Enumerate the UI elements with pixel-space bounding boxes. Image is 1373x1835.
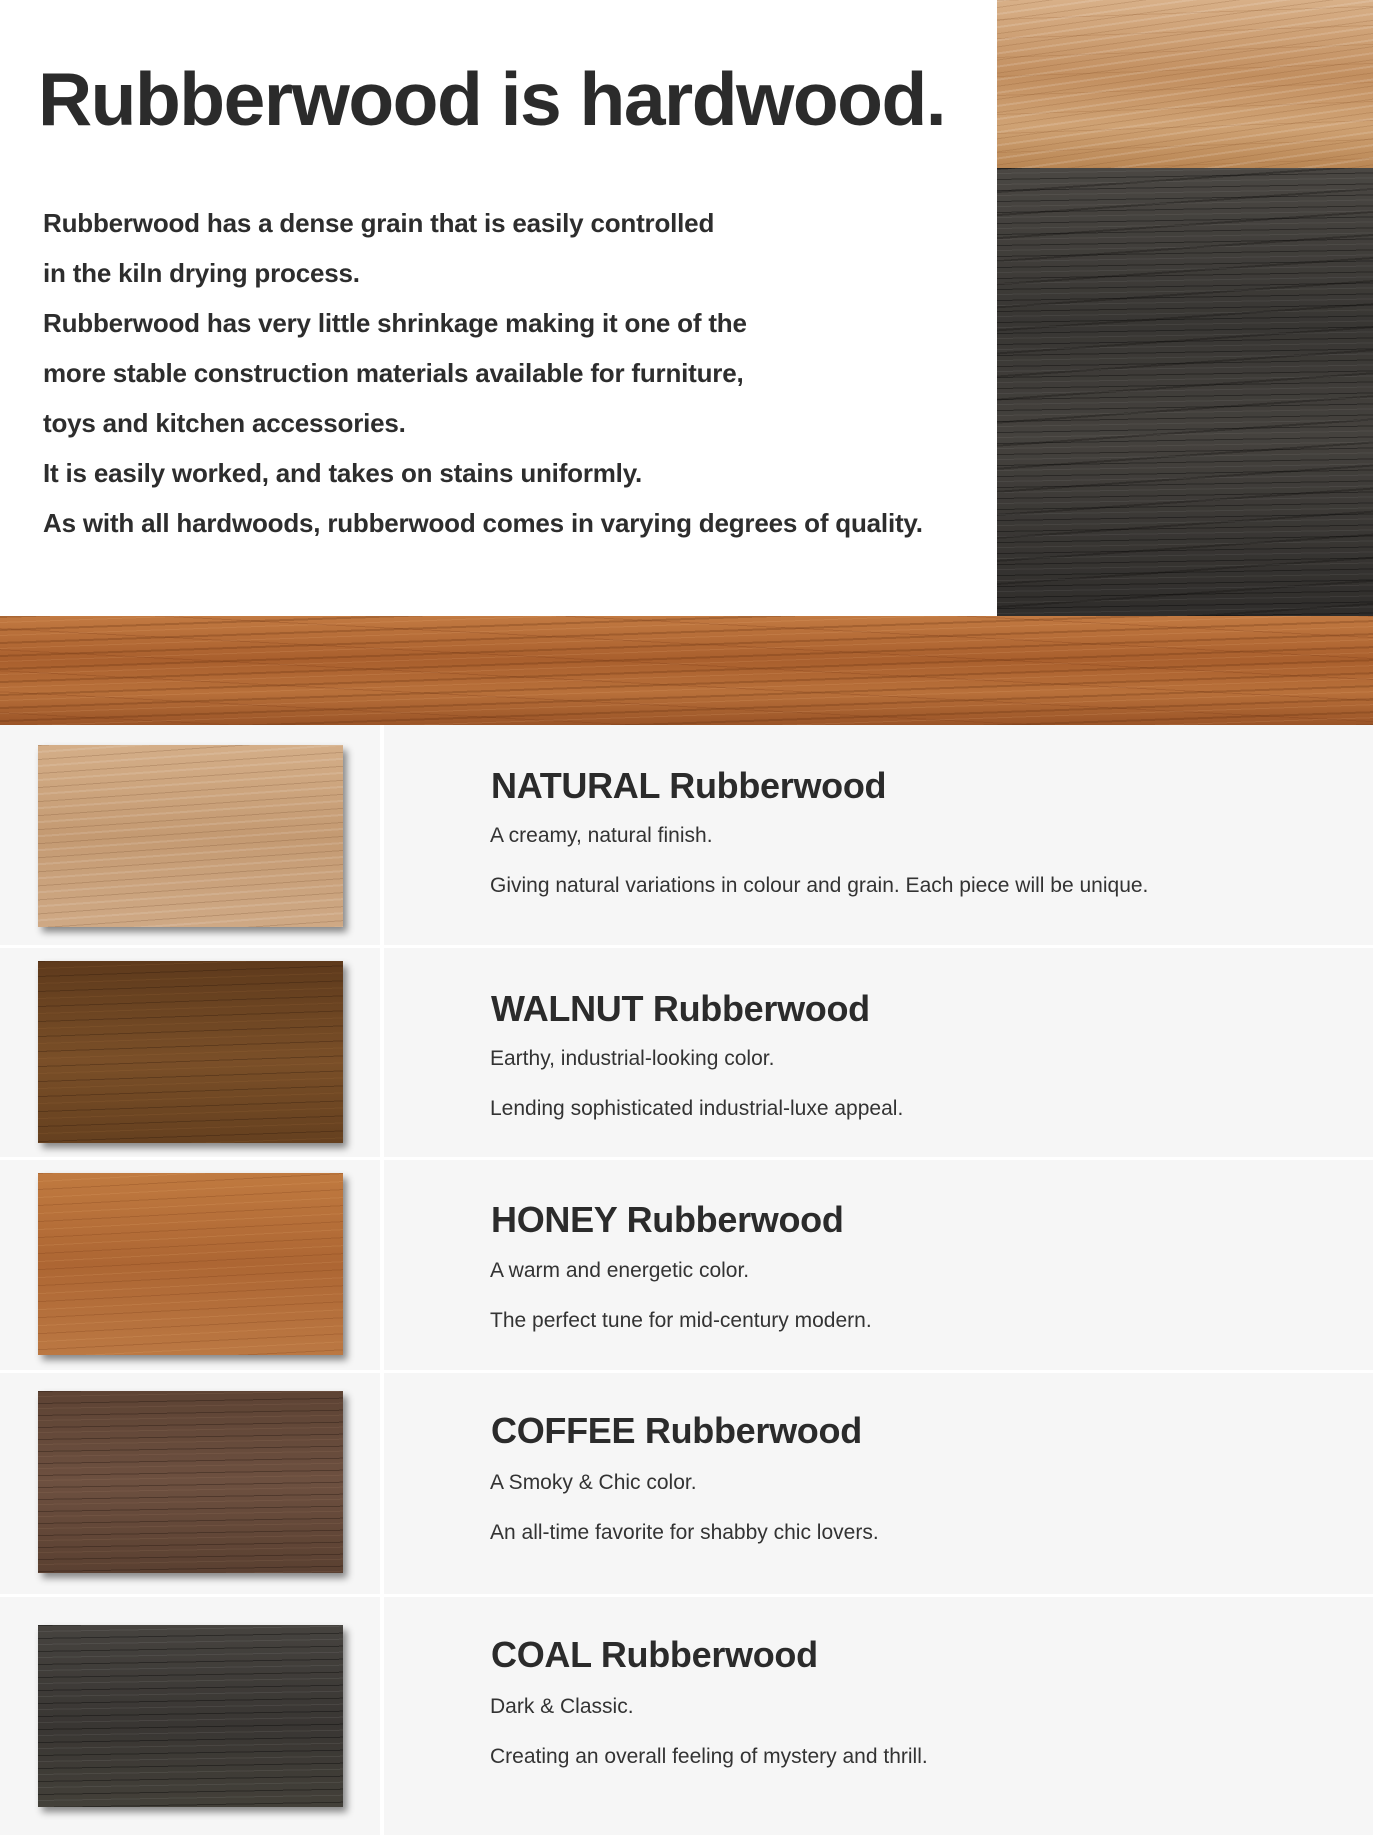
honey-swatch [38,1173,343,1355]
hero-line: toys and kitchen accessories. [43,408,406,438]
hero-line: more stable construction materials available for furniture, [43,358,744,388]
coffee-swatch [38,1391,343,1573]
finish-tagline: A Smoky & Chic color. [490,1471,697,1494]
finish-name: HONEY Rubberwood [491,1199,844,1240]
coal-swatch [38,1625,343,1807]
finish-row-natural [0,725,1373,945]
finish-name: WALNUT Rubberwood [491,988,870,1029]
natural-wood-texture [997,0,1373,168]
column-divider [380,725,384,945]
finish-tagline: A creamy, natural finish. [490,824,713,847]
hero-line: As with all hardwoods, rubberwood comes in varying degrees of quality. [43,508,923,538]
finish-description: Creating an overall feeling of mystery and thrill. [490,1745,928,1768]
finish-tagline: Dark & Classic. [490,1695,634,1718]
finish-name: NATURAL Rubberwood [491,765,887,806]
hero-line: in the kiln drying process. [43,258,360,288]
page-title: Rubberwood is hardwood. [38,57,946,141]
column-divider [380,1373,384,1594]
finish-tagline: Earthy, industrial-looking color. [490,1047,775,1070]
natural-swatch [38,745,343,927]
finish-tagline: A warm and energetic color. [490,1259,750,1282]
hero-line: Rubberwood has very little shrinkage making it one of the [43,308,747,338]
finish-description: Lending sophisticated industrial-luxe appeal. [490,1097,904,1120]
finish-row-honey [0,1160,1373,1370]
column-divider [380,1597,384,1835]
finish-description: The perfect tune for mid-century modern. [490,1309,872,1332]
column-divider [380,948,384,1157]
finish-description: An all-time favorite for shabby chic lovers. [490,1521,879,1544]
hero-line: Rubberwood has a dense grain that is easily controlled [43,208,715,238]
hero-line: It is easily worked, and takes on stains uniformly. [43,458,643,488]
column-divider [380,1160,384,1370]
coal-wood-texture [997,168,1373,616]
finish-name: COFFEE Rubberwood [491,1410,862,1451]
finish-name: COAL Rubberwood [491,1634,818,1675]
finish-row-coffee [0,1373,1373,1594]
honey-wood-texture-banner [0,616,1373,725]
finish-description: Giving natural variations in colour and grain. Each piece will be unique. [490,874,1149,897]
walnut-swatch [38,961,343,1143]
hero-section [0,0,997,616]
hero-description [43,198,923,548]
finish-row-walnut [0,948,1373,1157]
finish-row-coal [0,1597,1373,1835]
